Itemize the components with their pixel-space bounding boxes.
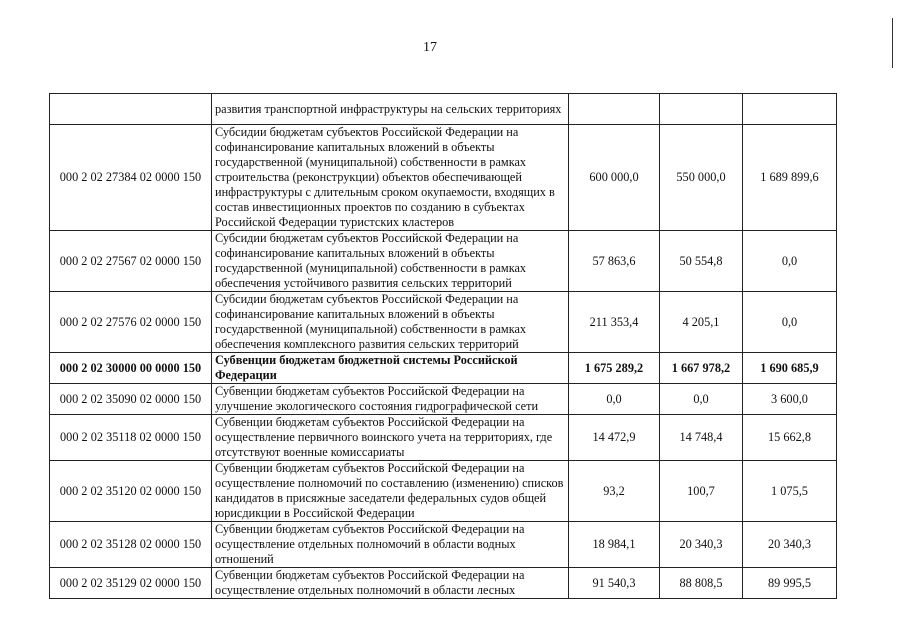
row-description: Субвенции бюджетам субъектов Российской Федерации на осуществление первичного воинского учета на территориях, где отсутствуют военные комиссариаты bbox=[212, 415, 569, 461]
value-year-2: 0,0 bbox=[660, 384, 743, 415]
row-description: Субвенции бюджетам субъектов Российской Федерации на осуществление полномочий по составлению (изменению) списков кандидатов в присяжные заседатели федеральных судов общей юрисдикции в Российской Федерации bbox=[212, 461, 569, 522]
value-year-1: 600 000,0 bbox=[569, 125, 660, 231]
budget-code bbox=[50, 94, 212, 125]
row-description: Субсидии бюджетам субъектов Российской Федерации на софинансирование капитальных вложений в объекты государственной (муниципальной) собственности в рамках обеспечения устойчивого развития сельских территорий bbox=[212, 231, 569, 292]
value-year-2: 50 554,8 bbox=[660, 231, 743, 292]
budget-code: 000 2 02 27384 02 0000 150 bbox=[50, 125, 212, 231]
value-year-1: 211 353,4 bbox=[569, 292, 660, 353]
table-row bbox=[50, 292, 837, 353]
table-row bbox=[50, 461, 837, 522]
table-row bbox=[50, 522, 837, 568]
revenue-table bbox=[49, 93, 837, 599]
row-description: Субсидии бюджетам субъектов Российской Федерации на софинансирование капитальных вложений в объекты государственной (муниципальной) собственности в рамках строительства (реконструкции) объектов обеспечивающей инфраструктуры с длительным сроком окупаемости, входящих в состав инвестиционных проектов по созданию в субъектах Российской Федерации туристских кластеров bbox=[212, 125, 569, 231]
value-year-1: 91 540,3 bbox=[569, 568, 660, 599]
value-year-1 bbox=[569, 94, 660, 125]
value-year-3: 1 690 685,9 bbox=[743, 353, 837, 384]
value-year-1: 57 863,6 bbox=[569, 231, 660, 292]
value-year-3: 89 995,5 bbox=[743, 568, 837, 599]
budget-code: 000 2 02 35090 02 0000 150 bbox=[50, 384, 212, 415]
value-year-3: 1 689 899,6 bbox=[743, 125, 837, 231]
value-year-2 bbox=[660, 94, 743, 125]
value-year-3: 3 600,0 bbox=[743, 384, 837, 415]
budget-code: 000 2 02 30000 00 0000 150 bbox=[50, 353, 212, 384]
budget-code: 000 2 02 35120 02 0000 150 bbox=[50, 461, 212, 522]
row-description: Субсидии бюджетам субъектов Российской Федерации на софинансирование капитальных вложений в объекты государственной (муниципальной) собственности в рамках обеспечения комплексного развития сельских территорий bbox=[212, 292, 569, 353]
budget-code: 000 2 02 35128 02 0000 150 bbox=[50, 522, 212, 568]
value-year-2: 14 748,4 bbox=[660, 415, 743, 461]
row-description: развития транспортной инфраструктуры на сельских территориях bbox=[212, 94, 569, 125]
page-number: 17 bbox=[423, 40, 437, 55]
budget-code: 000 2 02 35129 02 0000 150 bbox=[50, 568, 212, 599]
table-row bbox=[50, 94, 837, 125]
value-year-1: 93,2 bbox=[569, 461, 660, 522]
table-row bbox=[50, 384, 837, 415]
table-row bbox=[50, 568, 837, 599]
row-description: Субвенции бюджетам субъектов Российской Федерации на осуществление отдельных полномочий в области лесных bbox=[212, 568, 569, 599]
value-year-3: 0,0 bbox=[743, 231, 837, 292]
table-row bbox=[50, 415, 837, 461]
row-description: Субвенции бюджетам бюджетной системы Российской Федерации bbox=[212, 353, 569, 384]
value-year-3: 0,0 bbox=[743, 292, 837, 353]
value-year-2: 88 808,5 bbox=[660, 568, 743, 599]
value-year-2: 100,7 bbox=[660, 461, 743, 522]
value-year-2: 4 205,1 bbox=[660, 292, 743, 353]
value-year-2: 20 340,3 bbox=[660, 522, 743, 568]
value-year-1: 1 675 289,2 bbox=[569, 353, 660, 384]
value-year-1: 0,0 bbox=[569, 384, 660, 415]
scan-edge-line bbox=[892, 18, 893, 68]
value-year-1: 14 472,9 bbox=[569, 415, 660, 461]
budget-code: 000 2 02 27567 02 0000 150 bbox=[50, 231, 212, 292]
table-row bbox=[50, 125, 837, 231]
value-year-3 bbox=[743, 94, 837, 125]
row-description: Субвенции бюджетам субъектов Российской Федерации на осуществление отдельных полномочий в области водных отношений bbox=[212, 522, 569, 568]
table-row bbox=[50, 231, 837, 292]
value-year-3: 20 340,3 bbox=[743, 522, 837, 568]
row-description: Субвенции бюджетам субъектов Российской Федерации на улучшение экологического состояния гидрографической сети bbox=[212, 384, 569, 415]
value-year-1: 18 984,1 bbox=[569, 522, 660, 568]
value-year-2: 550 000,0 bbox=[660, 125, 743, 231]
table-row-subtotal bbox=[50, 353, 837, 384]
value-year-3: 15 662,8 bbox=[743, 415, 837, 461]
budget-code: 000 2 02 27576 02 0000 150 bbox=[50, 292, 212, 353]
budget-code: 000 2 02 35118 02 0000 150 bbox=[50, 415, 212, 461]
value-year-2: 1 667 978,2 bbox=[660, 353, 743, 384]
value-year-3: 1 075,5 bbox=[743, 461, 837, 522]
